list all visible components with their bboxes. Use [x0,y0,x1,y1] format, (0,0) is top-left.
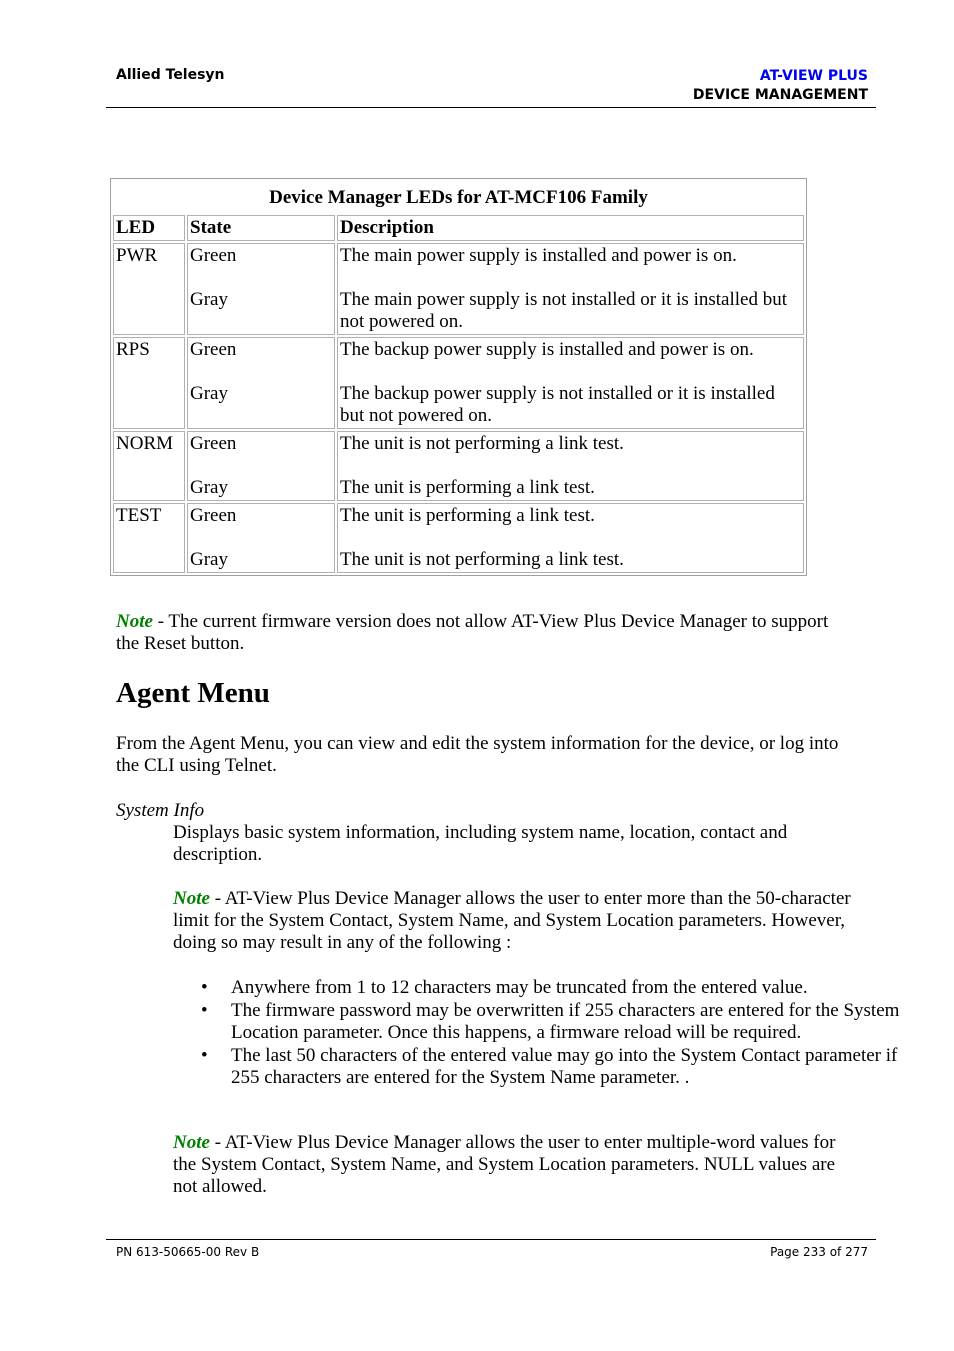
company-name: Allied Telesyn [116,67,225,83]
state-value: Gray [190,383,228,404]
note-text: - The current firmware version does not allow AT-View Plus Device Manager to support the Reset button. [116,611,829,654]
state-cell [187,431,335,501]
table-caption: Device Manager LEDs for AT-MCF106 Family [269,187,648,208]
list-item-text: The firmware password may be overwritten if 255 characters are entered for the System Location parameter. Once this happens, a firmware reload will be required. [231,1000,900,1043]
state-value: Gray [190,289,228,310]
sysinfo-title: System Info [116,800,205,821]
note-text: - AT-View Plus Device Manager allows the user to enter multiple-word values for the System Contact, System Name, and System Location parameters. NULL values are not allowed. [173,1132,836,1197]
description-cell [337,337,804,429]
description-text: The main power supply is not installed or it is installed but not powered on. [340,289,787,332]
description-text: The unit is not performing a link test. [340,433,624,454]
footer-divider [106,1239,876,1240]
description-cell [337,243,804,335]
list-item-text: Anywhere from 1 to 12 characters may be truncated from the entered value. [231,977,808,998]
bullet-icon: • [201,1045,208,1066]
list-item-text: The last 50 characters of the entered value may go into the System Contact parameter if 255 characters are entered for the System Name parameter. . [231,1045,898,1088]
state-value: Green [190,505,237,526]
sysinfo-description: Displays basic system information, including system name, location, contact and description. [173,822,788,865]
description-text: The backup power supply is installed and power is on. [340,339,754,360]
product-name: AT-VIEW PLUS [759,68,868,84]
state-value: Gray [190,477,228,498]
description-text: The backup power supply is not installed or it is installed but not powered on. [340,383,775,426]
led-cell: TEST [113,503,185,573]
state-value: Green [190,245,237,266]
led-table-container [110,178,807,576]
part-number: PN 613-50665-00 Rev B [116,1245,260,1259]
description-text: The unit is not performing a link test. [340,549,624,570]
note-text: - AT-View Plus Device Manager allows the user to enter more than the 50-character limit for the System Contact, System Name, and System Location parameters. However, doing so may result in any of the following : [173,888,851,953]
reset-note [116,611,856,655]
list-item [201,1045,921,1089]
list-item [201,1000,921,1044]
state-cell [187,337,335,429]
char-limit-note [173,888,870,954]
multiword-note [173,1132,863,1198]
led-table [110,178,807,576]
led-cell: NORM [113,431,185,501]
description-text: The main power supply is installed and power is on. [340,245,737,266]
column-header-description: Description [337,215,804,241]
state-cell [187,243,335,335]
table-row [113,243,804,335]
column-header-state: State [187,215,335,241]
note-label: Note [173,1132,210,1153]
state-value: Gray [190,549,228,570]
consequence-list [173,977,921,1090]
state-cell [187,503,335,573]
led-cell: RPS [113,337,185,429]
table-row [113,503,804,573]
note-label: Note [173,888,210,909]
agent-intro: From the Agent Menu, you can view and edit the system information for the device, or log into the CLI using Telnet. [116,733,839,776]
led-cell: PWR [113,243,185,335]
list-item [201,977,921,999]
description-cell [337,431,804,501]
header-divider [106,107,876,108]
column-header-led: LED [113,215,185,241]
bullet-icon: • [201,1000,208,1021]
page-number: Page 233 of 277 [770,1245,868,1259]
description-cell [337,503,804,573]
state-value: Green [190,433,237,454]
note-label: Note [116,611,153,632]
description-text: The unit is performing a link test. [340,477,595,498]
section-name: DEVICE MANAGEMENT [692,87,868,103]
description-text: The unit is performing a link test. [340,505,595,526]
bullet-icon: • [201,977,208,998]
table-row [113,337,804,429]
state-value: Green [190,339,237,360]
table-row [113,431,804,501]
section-heading: Agent Menu [116,677,270,709]
header-right [693,67,868,105]
